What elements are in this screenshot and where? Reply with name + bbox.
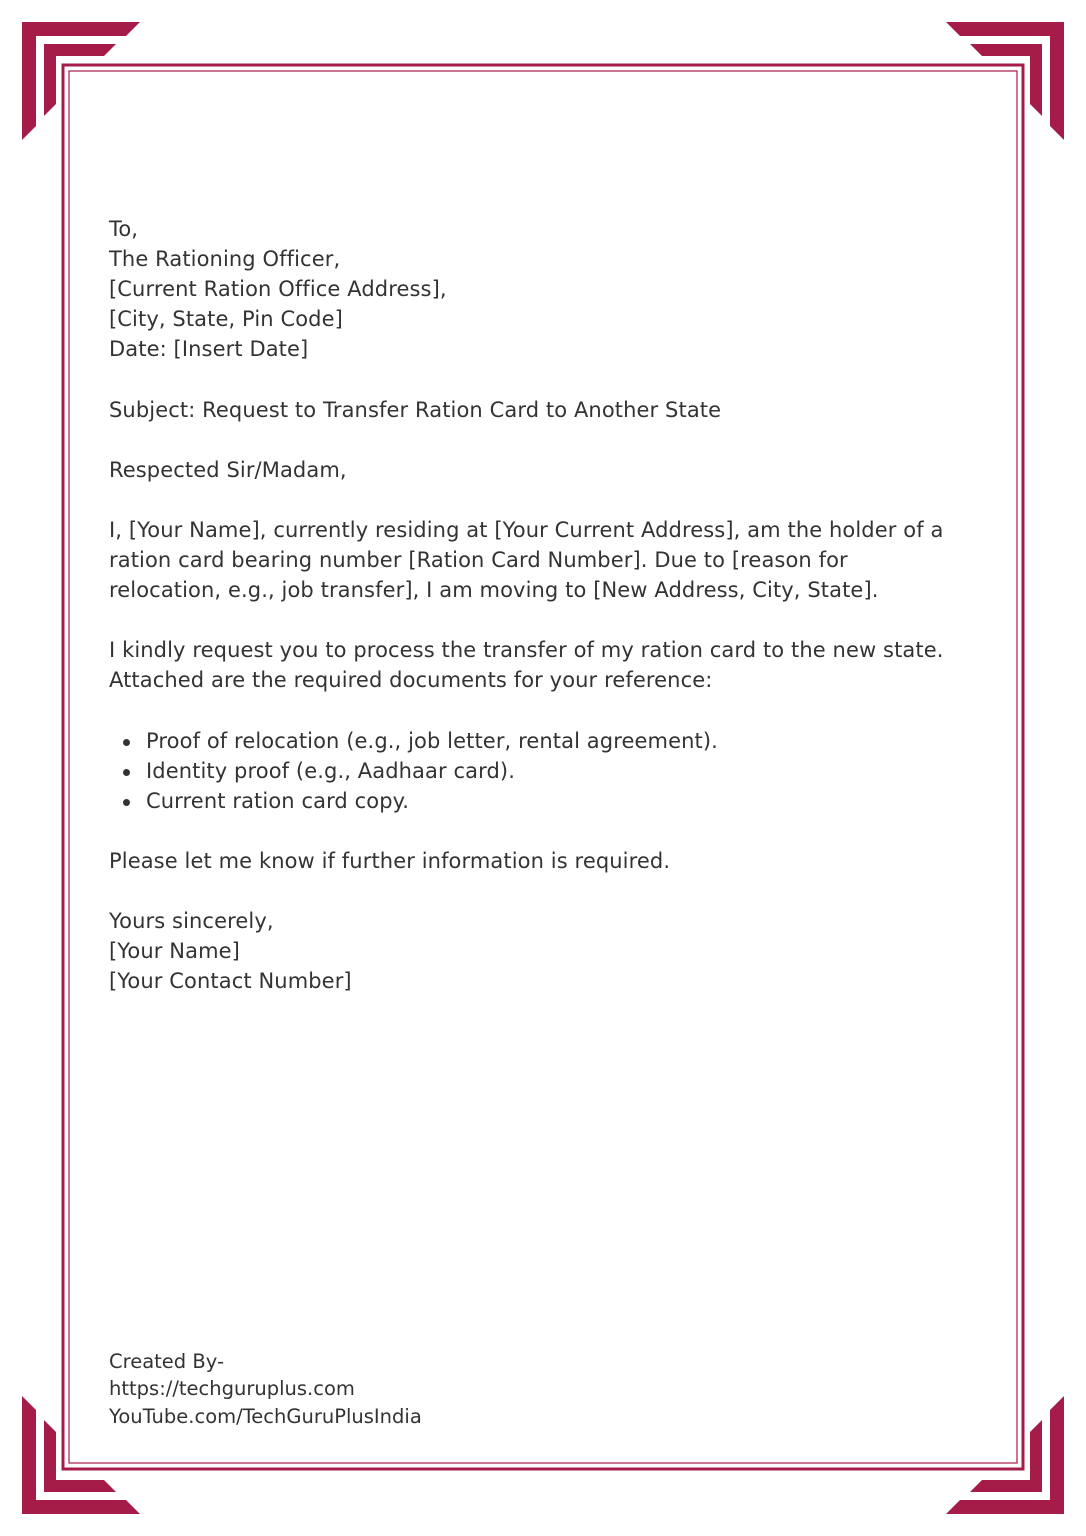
paragraph-line: ration card bearing number [Ration Card Number]. Due to [reason for: [109, 548, 848, 573]
body-paragraph-2: [109, 635, 989, 695]
corner-ornament-top-left: [22, 22, 140, 140]
date-line: Date: [Insert Date]: [109, 337, 309, 362]
address-line: The Rationing Officer,: [109, 247, 341, 272]
bullet-icon: [123, 739, 130, 746]
sender-contact: [Your Contact Number]: [109, 969, 352, 994]
body-paragraph-1: [109, 515, 989, 605]
address-line: [Current Ration Office Address],: [109, 277, 447, 302]
corner-ornament-bottom-right: [946, 1396, 1064, 1514]
bullet-icon: [123, 799, 130, 806]
youtube-link[interactable]: YouTube.com/TechGuruPlusIndia: [109, 1404, 422, 1428]
closing-request: Please let me know if further information is required.: [109, 848, 671, 873]
list-item-text: Proof of relocation (e.g., job letter, rental agreement).: [146, 728, 718, 753]
signoff-line: Yours sincerely,: [109, 909, 274, 934]
website-link[interactable]: https://techguruplus.com: [109, 1377, 355, 1401]
paragraph-line: Attached are the required documents for your reference:: [109, 668, 713, 693]
bullet-icon: [123, 769, 130, 776]
paragraph-line: I, [Your Name], currently residing at [Your Current Address], am the holder of a: [109, 517, 944, 542]
sender-name: [Your Name]: [109, 939, 240, 964]
list-item: [109, 726, 989, 756]
letter-body: [109, 214, 989, 1027]
list-item-text: Current ration card copy.: [146, 788, 409, 813]
documents-list: [109, 726, 989, 816]
created-by-label: Created By-: [109, 1350, 224, 1373]
recipient-address-block: [109, 214, 989, 364]
address-line: To,: [109, 217, 139, 241]
credits-block: [109, 1348, 422, 1430]
corner-ornament-top-right: [946, 22, 1064, 140]
address-line: [City, State, Pin Code]: [109, 307, 343, 332]
signoff-block: [109, 906, 989, 996]
list-item: [109, 786, 989, 816]
list-item: [109, 756, 989, 786]
paragraph-line: relocation, e.g., job transfer], I am moving to [New Address, City, State].: [109, 578, 879, 603]
subject-line: Subject: Request to Transfer Ration Card to Another State: [109, 397, 722, 422]
list-item-text: Identity proof (e.g., Aadhaar card).: [146, 758, 515, 783]
paragraph-line: I kindly request you to process the transfer of my ration card to the new state.: [109, 638, 944, 663]
salutation: Respected Sir/Madam,: [109, 457, 347, 482]
